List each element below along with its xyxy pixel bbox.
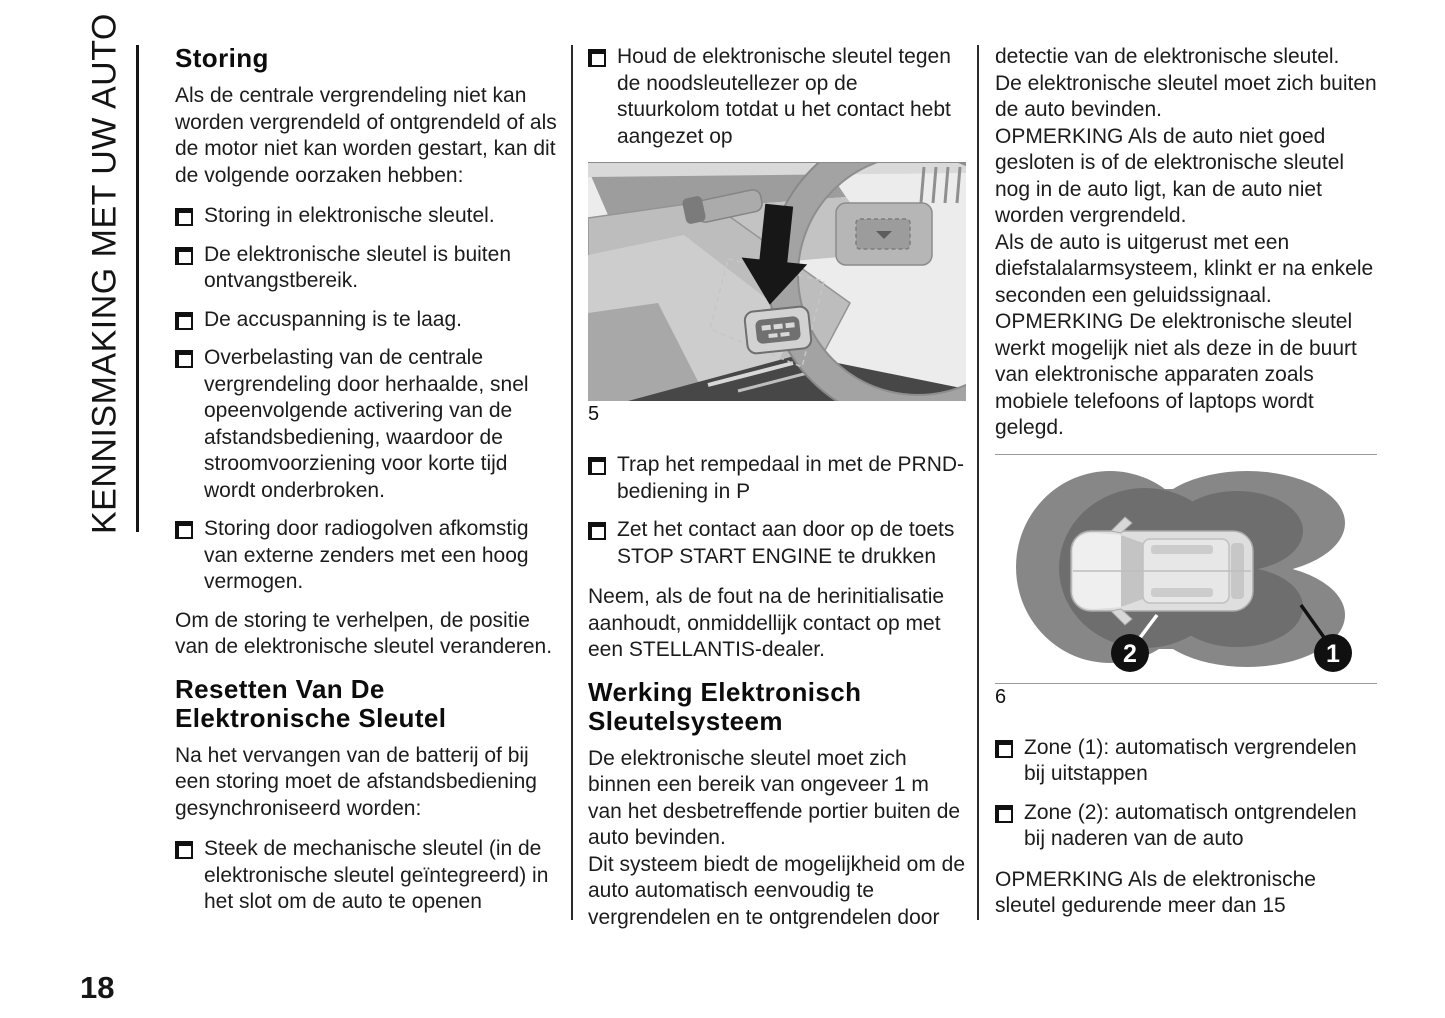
section-heading-storing: Storing	[175, 43, 269, 73]
figure-6-key-zones	[995, 454, 1377, 684]
zone-2-label: 2	[1123, 639, 1137, 668]
column-separator-2	[977, 45, 979, 920]
list-item	[588, 44, 966, 150]
list-item-text: De accuspanning is te laag.	[204, 307, 462, 331]
square-bullet-icon	[588, 522, 606, 540]
list-item	[175, 516, 557, 596]
square-bullet-icon	[175, 247, 193, 265]
column-3	[995, 44, 1377, 934]
square-bullet-icon	[588, 49, 606, 67]
list-item	[995, 800, 1377, 853]
section-heading-resetten: Resetten Van De Elektronische Sleutel	[175, 673, 447, 733]
paragraph: Dit systeem biedt de mogelijkheid om de auto automatisch eenvoudig te vergrendelen en te ontgrendelen door	[588, 852, 966, 929]
square-bullet-icon	[995, 740, 1013, 758]
paragraph: OPMERKING Als de elektronische sleutel gedurende meer dan 15	[995, 867, 1316, 917]
list-item	[175, 345, 557, 504]
list-item	[175, 242, 557, 295]
list-item-text: Zone (2): automatisch ontgrendelen bij naderen van de auto	[1024, 800, 1357, 850]
square-bullet-icon	[175, 312, 193, 330]
chapter-sidebar-underline	[136, 45, 139, 532]
paragraph: De elektronische sleutel moet zich buiten de auto bevinden.	[995, 71, 1377, 121]
list-item	[175, 836, 557, 916]
car-top-view	[1071, 517, 1253, 625]
section-heading-werking: Werking Elektronisch Sleutelsysteem	[588, 676, 862, 736]
column-2	[588, 44, 966, 931]
list-item-text: Zone (1): automatisch vergrendelen bij uitstappen	[1024, 735, 1357, 785]
column-1	[175, 44, 557, 928]
figure-caption: 5	[588, 403, 600, 425]
chapter-sidebar-label: KENNISMAKING MET UW AUTO	[85, 13, 124, 534]
paragraph: OPMERKING De elektronische sleutel werkt mogelijk niet als deze in de buurt van elektronische apparaten zoals mobiele telefoons of laptops wordt gelegd.	[995, 310, 1357, 439]
list-item-text: Zet het contact aan door op de toets STOP START ENGINE te drukken	[617, 518, 955, 568]
list-item-text: De elektronische sleutel is buiten ontvangstbereik.	[204, 242, 512, 292]
list-item	[588, 517, 966, 570]
figure-5-steering-column	[588, 162, 966, 401]
paragraph: detectie van de elektronische sleutel.	[995, 45, 1340, 68]
figure5-illustration	[588, 163, 966, 401]
list-item	[995, 735, 1377, 788]
square-bullet-icon	[175, 841, 193, 859]
list-item-text: Overbelasting van de centrale vergrendeling door herhaalde, snel opeenvolgende activering van de afstandsbediening, waardoor de stroomvoorziening voor korte tijd wordt onderbroken.	[204, 346, 529, 502]
square-bullet-icon	[588, 457, 606, 475]
paragraph: Na het vervangen van de batterij of bij een storing moet de afstandsbediening gesynchroniseerd worden:	[175, 743, 537, 820]
list-item-text: Storing in elektronische sleutel.	[204, 204, 495, 227]
list-item-text: Houd de elektronische sleutel tegen de noodsleutellezer op de stuurkolom totdat u het contact hebt aangezet op	[617, 45, 951, 148]
emergency-key-reader	[744, 306, 812, 354]
square-bullet-icon	[175, 521, 193, 539]
list-item	[175, 307, 557, 334]
list-item-text: Storing door radiogolven afkomstig van externe zenders met een hoog vermogen.	[204, 517, 529, 593]
figure6-illustration	[995, 463, 1375, 675]
figure-caption: 6	[995, 685, 1007, 708]
square-bullet-icon	[995, 805, 1013, 823]
list-item-text: Steek de mechanische sleutel (in de elektronische sleutel geïntegreerd) in het slot om de auto te openen	[204, 837, 549, 913]
zone-1-label: 1	[1326, 639, 1340, 668]
paragraph: Om de storing te verhelpen, de positie van de elektronische sleutel veranderen.	[175, 608, 553, 658]
list-item-text: Trap het rempedaal in met de PRND-bediening in P	[617, 453, 965, 503]
paragraph: Als de centrale vergrendeling niet kan worden vergrendeld of ontgrendeld of als de motor niet kan worden gestart, kan dit de volgende oorzaken hebben:	[175, 84, 557, 187]
list-item	[588, 452, 966, 505]
list-item	[175, 203, 557, 230]
paragraph: OPMERKING Als de auto niet goed gesloten is of de elektronische sleutel nog in de auto ligt, kan de auto niet worden vergrendeld.	[995, 124, 1345, 227]
square-bullet-icon	[175, 208, 193, 226]
column-separator-1	[571, 45, 573, 920]
paragraph: Neem, als de fout na de herinitialisatie aanhoudt, onmiddellijk contact op met een STELLANTIS-dealer.	[588, 585, 945, 661]
square-bullet-icon	[175, 350, 193, 368]
paragraph: De elektronische sleutel moet zich binnen een bereik van ongeveer 1 m van het desbetreffende portier buiten de auto bevinden.	[588, 746, 961, 849]
page-number: 18	[80, 970, 115, 1005]
paragraph: Als de auto is uitgerust met een diefstalalarmsysteem, klinkt er na enkele seconden een geluidssignaal.	[995, 230, 1374, 307]
